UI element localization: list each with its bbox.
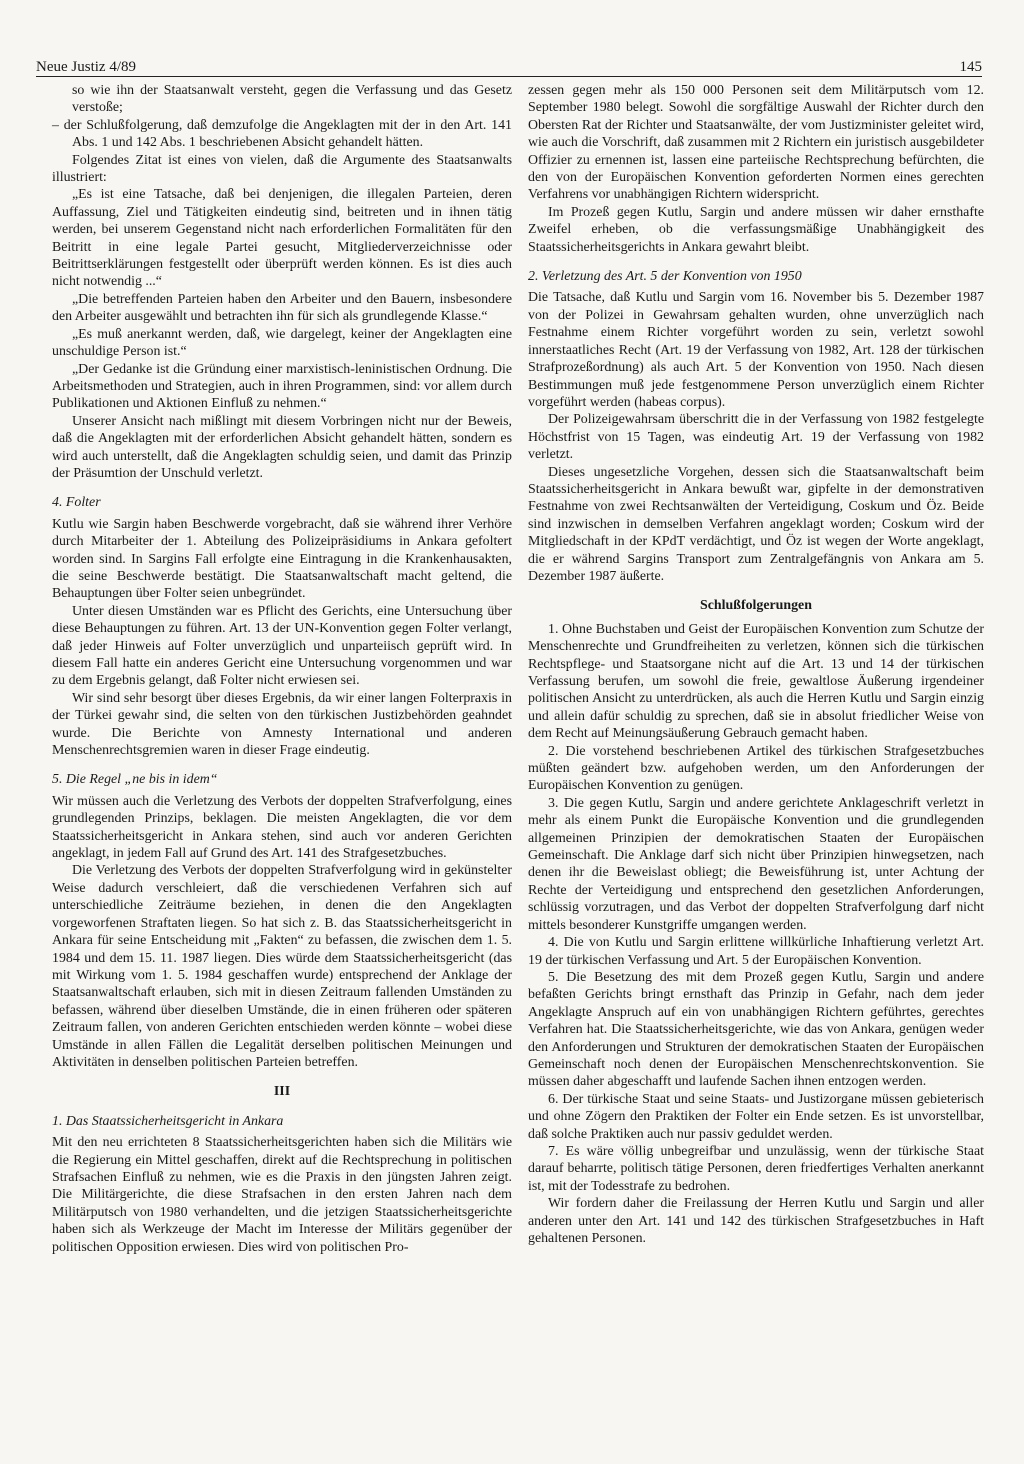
paragraph: Im Prozeß gegen Kutlu, Sargin und andere müssen wir daher ernsthafte Zweifel erheben, ob die verfassungsmäßige Unabhängigkeit des Staatssicherheitsgerichts in Ankara gewahrt bleibt. — [528, 204, 984, 255]
paragraph: Dieses ungesetzliche Vorgehen, dessen sich die Staatsanwaltschaft beim Staatssicherheitsgericht in Ankara bewußt war, gipfelte in der demonstrativen Festnahme von zwei Rechtsanwälten der Verteidigung, Coskum und Öz. Beide sind inzwischen in demselben Verfahren angeklagt worden; Coskum wird der Mitgliedschaft in der KPdT verdächtigt, und Öz ist wegen der Worte angeklagt, die er während Sargins Transport zum Zentralgefängnis von Ankara am 5. Dezember 1987 äußerte. — [528, 464, 984, 584]
paragraph: Mit den neu errichteten 8 Staatssicherheitsgerichten haben sich die Militärs wie die Regierung ein Mittel geschaffen, direkt auf die Rechtsprechung in politischen Strafsachen Einfluß zu nehmen, wie es die Praxis in den jüngsten Jahren zeigt. Die Militärgerichte, die diese Strafsachen in den ersten Jahren nach dem Militärputsch von 1980 verhandelten, und die jetzigen Staatssicherheitsgerichte haben sich als Werkzeuge der Macht im Interesse der Militärs gegenüber der politischen Opposition erwiesen. Dies wird von politischen Pro- — [52, 1135, 512, 1255]
conclusion-item: Wir fordern daher die Freilassung der Herren Kutlu und Sargin und aller anderen unter den Art. 141 und 142 des türkischen Strafgesetzbuches in Haft gehaltenen Personen. — [528, 1196, 984, 1246]
quote-paragraph: „Der Gedanke ist die Gründung einer marxistisch-leninistischen Ordnung. Die Arbeitsmethoden und Strategien, auch in ihren Programmen, sind: vor allem durch Publikationen und Aktionen Einfluß zu nehmen.“ — [52, 361, 512, 412]
section-heading-ne-bis-in-idem: 5. Die Regel „ne bis in idem“ — [52, 772, 218, 788]
left-column — [52, 82, 512, 1256]
section-heading-schlussfolgerungen: Schlußfolgerungen — [700, 598, 812, 614]
conclusion-item: 7. Es wäre völlig unbegreifbar und unzulässig, wenn der türkische Staat darauf beharrte, politisch tätige Personen, deren friedfertiges Verhalten anerkannt ist, mit der Todesstrafe zu bedrohen. — [528, 1143, 984, 1194]
right-column — [528, 82, 984, 1247]
quote-paragraph: „Die betreffenden Parteien haben den Arbeiter und den Bauern, insbesondere den Arbeiter ausgewählt und betrachten ihn für sich als grundlegende Klasse.“ — [52, 291, 512, 325]
quote-paragraph: „Es muß anerkannt werden, daß, wie dargelegt, keiner der Angeklagten eine unschuldige Person ist.“ — [52, 326, 512, 360]
conclusion-item: 3. Die gegen Kutlu, Sargin und andere gerichtete Anklageschrift verletzt in mehr als einem Punkt die Europäische Konvention und die grundlegenden allgemeinen Prinzipien der demokratischen Staaten der Europäischen Gemeinschaft. Die Anklage darf sich nicht über Prinzipien hinwegsetzen, nach denen ihr die Beweislast obliegt; die Beweisführung ist, unter Achtung der Rechte der Verteidigung und entsprechend den gesetzlichen Anforderungen, schlüssig vorzutragen, und das Verbot der doppelten Strafverfolgung darf nicht mittels besonderer Kunstgriffe umgangen werden. — [528, 795, 984, 933]
paragraph: Unserer Ansicht nach mißlingt mit diesem Vorbringen nicht nur der Beweis, daß die Angeklagten mit der erforderlichen Absicht gehandelt hätten, sondern es wird auch unterstellt, daß die Angeklagten schuldig seien, und damit das Prinzip der Präsumtion der Unschuld verletzt. — [52, 413, 512, 481]
running-header — [36, 52, 982, 76]
conclusion-item: 5. Die Besetzung des mit dem Prozeß gegen Kutlu, Sargin und andere befaßten Gerichts bringt ernsthaft das Prinzip in Gefahr, nach dem jeder Angeklagte Anspruch auf ein von unabhängigen Richtern geführtes, gerechtes Verfahren hat. Die Staatssicherheitsgerichte, wie das von Ankara, genügen weder den Anforderungen und Strukturen der demokratischen Staaten der Europäischen Gemeinschaft noch denen der Europäischen Menschenrechtskonvention. Sie müssen daher abgeschafft und laufende Sachen ihnen entzogen werden. — [528, 969, 984, 1090]
paragraph: so wie ihn der Staatsanwalt versteht, gegen die Verfassung und das Gesetz verstoße; — [72, 83, 512, 116]
page-number: 145 — [959, 59, 982, 75]
paragraph: – der Schlußfolgerung, daß demzufolge die Angeklagten mit der in den Art. 141 Abs. 1 und 142 Abs. 1 beschriebenen Absicht gehandelt hätten. — [52, 117, 512, 151]
journal-title: Neue Justiz 4/89 — [36, 59, 136, 75]
header-rule — [36, 76, 982, 77]
conclusion-item: 4. Die von Kutlu und Sargin erlittene willkürliche Inhaftierung verletzt Art. 19 der türkischen Verfassung und Art. 5 der Europäischen Konvention. — [528, 935, 984, 968]
paragraph: Wir müssen auch die Verletzung des Verbots der doppelten Strafverfolgung, eines grundlegenden Prinzips, beklagen. Die meisten Angeklagten, die vor dem Staatssicherheitsgericht in Ankara stehen, sind auch vor anderen Gerichten angeklagt, in jedem Fall auf Grund des Art. 141 des Strafgesetzbuches. — [52, 793, 512, 862]
section-heading-art5: 2. Verletzung des Art. 5 der Konvention von 1950 — [528, 269, 802, 285]
paragraph: zessen gegen mehr als 150 000 Personen seit dem Militärputsch vom 12. September 1980 belegt. Sowohl die sorgfältige Auswahl der Richter durch den Obersten Rat der Richter und Staatsanwälte, der vom Justizminister geleitet wird, wie auch die Vorschrift, daß zusammen mit 2 Richtern ein juristisch ausgebildeter Offizier zu ernennen ist, lassen eine parteiische Rechtsprechung befürchten, die den von der Europäischen Konvention geforderten Normen eines gerechten Verfahrens vor unabhängigen Richtern widerspricht. — [528, 83, 984, 203]
paragraph: Wir sind sehr besorgt über dieses Ergebnis, da wir einer langen Folterpraxis in der Türkei gewahr sind, die selten von den türkischen Justizbehörden geahndet wurde. Die Berichte von Amnesty International und anderen Menschenrechtsgremien waren in dieser Frage eindeutig. — [52, 690, 512, 759]
paragraph: Der Polizeigewahrsam überschritt die in der Verfassung von 1982 festgelegte Höchstfrist von 15 Tagen, was eindeutig Art. 19 der Verfassung von 1982 verletzt. — [528, 412, 984, 463]
paragraph: Die Verletzung des Verbots der doppelten Strafverfolgung wird in gekünstelter Weise dadurch verschleiert, daß die verschiedenen Verfahren sich auf unterschiedliche Zeiträume beziehen, in denen die den Angeklagten vorgeworfenen Straftaten liegen. So hat sich z. B. das Staatssicherheitsgericht in Ankara für seine Entscheidung mit „Fakten“ zu befassen, die zwischen dem 1. 5. 1984 und dem 15. 11. 1987 liegen. Dies würde dem Staatssicherheitsgericht (das mit Wirkung vom 1. 5. 1984 geschaffen wurde) entsprechend der Anklage der Staatsanwaltschaft erlauben, sich mit in diesen Zeitraum fallenden Umständen zu befassen, während über dieselben Umstände, die in einen früheren oder späteren Zeitraum fallen, von anderen Gerichten entschieden werden könnte – wobei diese Umstände in allen Fällen die Legalität derselben politischen Meinungen und Aktivitäten in denselben politischen Parteien betreffen. — [52, 863, 512, 1070]
quote-paragraph: „Es ist eine Tatsache, daß bei denjenigen, die illegalen Parteien, deren Auffassung, Ziel und Tätigkeiten eindeutig sind, beitreten und in ihnen tätig werden, bei unserem Gegenstand nicht nach erforderlichen Formalitäten für den Beitritt in eine legale Partei gesucht, Mitgliederverzeichnisse oder Beitrittserklärungen festgestellt oder überprüft werden können. Es ist dies auch nicht notwendig ...“ — [52, 187, 512, 290]
paragraph: Folgendes Zitat ist eines von vielen, daß die Argumente des Staatsanwalts illustriert: — [52, 152, 512, 186]
paragraph: Unter diesen Umständen war es Pflicht des Gerichts, eine Untersuchung über diese Behauptungen zu führen. Art. 13 der UN-Konvention gegen Folter verlangt, daß jeder Hinweis auf Folter unverzüglich und unparteiisch geprüft wird. In diesem Fall hatte ein anderes Gericht eine Untersuchung vorgenommen und war zu dem Ergebnis gelangt, daß Folter nicht erwiesen sei. — [52, 603, 512, 689]
section-heading-folter: 4. Folter — [52, 495, 101, 511]
paragraph: Kutlu wie Sargin haben Beschwerde vorgebracht, daß sie während ihrer Verhöre durch Mitarbeiter der 1. Abteilung des Polizeipräsidiums in Ankara gefoltert worden sind. In Sargins Fall erfolgte eine Eintragung in die Krankenhausakten, die seine Beschwerde bestätigt. Die Staatsanwaltschaft macht geltend, die Behauptungen über Folter seien unbegründet. — [52, 516, 512, 602]
conclusion-item: 6. Der türkische Staat und seine Staats- und Justizorgane müssen gebieterisch und ohne Zögern den Praktiken der Folter ein Ende setzen. Es ist unvorstellbar, daß solche Praktiken auch nur passiv geduldet werden. — [528, 1091, 984, 1142]
conclusion-item: 2. Die vorstehend beschriebenen Artikel des türkischen Strafgesetzbuches müßten geändert bzw. aufgehoben werden, um den Anforderungen der Europäischen Konvention zu genügen. — [528, 743, 984, 794]
section-heading-iii: III — [273, 1084, 291, 1100]
paragraph: Die Tatsache, daß Kutlu und Sargin vom 16. November bis 5. Dezember 1987 von der Polizei in Gewahrsam gehalten wurden, ohne unverzüglich nach Festnahme einem Richter vorgeführt worden zu sein, verletzt sowohl innerstaatliches Recht (Art. 19 der Verfassung von 1982, Art. 128 der türkischen Strafprozeßordnung) als auch Art. 5 der Konvention von 1950. Nach diesen Bestimmungen muß jede festgenommene Person unverzüglich einem Richter vorgeführt werden (habeas corpus). — [528, 290, 984, 410]
section-heading-staatssicherheitsgericht: 1. Das Staatssicherheitsgericht in Ankara — [52, 1113, 284, 1129]
conclusion-item: 1. Ohne Buchstaben und Geist der Europäischen Konvention zum Schutze der Menschenrechte und Grundfreiheiten zu verletzen, können sich die türkischen Rechtspflege- und Staatsorgane nicht auf die Art. 13 und 14 der türkischen Verfassung berufen, um sowohl die freie, gewaltlose Äußerung irgendeiner politischen Ansicht zu unterdrücken, als auch die Herren Kutlu und Sargin einzig und allein dafür schuldig zu sprechen, daß sie in absolut friedlicher Weise von dem Recht auf Meinungsäußerung Gebrauch gemacht haben. — [528, 621, 984, 742]
